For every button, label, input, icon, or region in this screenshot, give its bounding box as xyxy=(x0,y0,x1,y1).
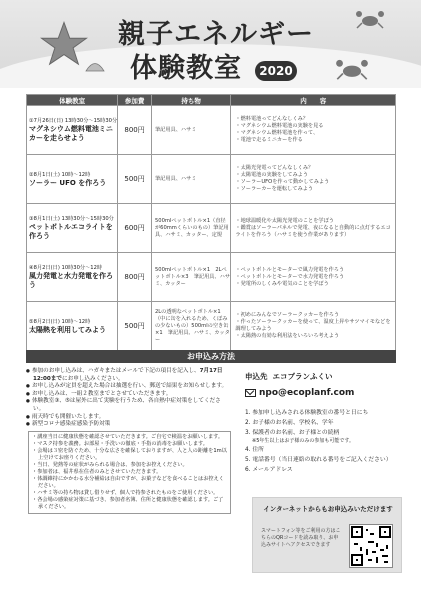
event-description xyxy=(231,106,396,155)
description-item: ・ 作ったソーラークッカーを使って、温度上昇やサツマイモなどを調理してみよう xyxy=(235,319,395,333)
event-name: ペットボトルエコライトを作ろう xyxy=(29,223,113,240)
table-row xyxy=(27,253,396,302)
table-row xyxy=(27,302,396,351)
col-header: 持ち物 xyxy=(151,95,230,106)
table-row xyxy=(27,204,396,253)
covid-item: ・ マスク持参を義務。お部屋・手洗いの徹底・手指の消毒をお願いします。 xyxy=(32,441,227,448)
event-name: ソーラー UFO を作ろう xyxy=(29,178,107,187)
internet-apply-text: スマートフォン等をご利用の方はこちらのQRコードを読み取り、お申込みサイトへアクセスできます xyxy=(261,528,341,548)
col-header: 参加費 xyxy=(118,95,152,106)
shell-icon xyxy=(85,58,105,72)
mail-icon xyxy=(245,389,256,397)
rule-item: ● お申し込みは、一組２教室までとさせていただきます。 xyxy=(26,391,231,399)
event-description xyxy=(231,204,396,253)
required-field: 1. 参加申し込みされる体験教室の番号と日にち xyxy=(245,410,369,416)
event-name: 風力発電と水力発電を作ろう xyxy=(29,272,113,289)
table-header-row xyxy=(27,95,396,106)
event-fee: 500円 xyxy=(118,302,152,351)
event-items: 500mlペットボトル×1（直径が60mmくらいのもの）筆記用具、ハサミ、カッター、定規 xyxy=(151,204,230,253)
event-date: ①7月26日(日) 13時30分～15時30分 xyxy=(29,118,118,124)
application-contact xyxy=(245,371,397,475)
event-cell xyxy=(27,253,118,302)
application-rules xyxy=(26,368,231,514)
event-items: 2Lの透明なペットボトル×1（中に缶を入れるため、くぼみの少ないもの）500mlの空き缶×1 筆記用具、ハサミ、カッター xyxy=(151,302,230,351)
required-fields-list xyxy=(245,408,397,475)
description-item: ・ 地球温暖化や太陽光発電のことを学ぼう xyxy=(235,218,395,225)
required-field: 5. 電話番号（当日連絡の取れる番号をご記入ください） xyxy=(245,457,392,463)
description-item: ・ 初めにみんなでソーラークッカーを作ろう xyxy=(235,312,395,319)
rule-item: ● お申し込みが定員を超えた場合は抽選を行い、郵送で結果をお知らせします。 xyxy=(26,383,231,391)
schedule-table xyxy=(26,94,396,360)
event-fee: 800円 xyxy=(118,106,152,155)
rule-item: ● 体験教室③、⑤は屋外に出て実験を行うため、各自熱中症対策をしてください。 xyxy=(26,398,231,413)
covid-item: ・ 当日、発熱等の症状がみられる場合は、参加をお控えください。 xyxy=(32,462,227,469)
contact-label: 申込先 xyxy=(245,372,268,381)
event-description xyxy=(231,253,396,302)
rule-item: ● 雨天時でも開催いたします。 xyxy=(26,414,231,422)
covid-measures xyxy=(28,431,231,514)
event-cell xyxy=(27,302,118,351)
event-items: 筆記用具、ハサミ xyxy=(151,106,230,155)
year-badge: 2020 xyxy=(255,61,297,81)
event-fee: 800円 xyxy=(118,253,152,302)
description-item: ・ ソーラーカーを運転してみよう xyxy=(235,186,395,193)
event-cell xyxy=(27,155,118,204)
event-items: 筆記用具、ハサミ xyxy=(151,155,230,204)
event-fee: 500円 xyxy=(118,155,152,204)
event-date: ④8月2日(日) 10時30分～12時 xyxy=(29,265,103,271)
description-item: ・ 電池で走るミニカーを作る xyxy=(235,137,395,144)
description-item: ・ 鑑賞はソーラーパネルで発電、夜になると自動的に点灯するエコライトを作ろう（ハサミを使う作業があります） xyxy=(235,225,395,239)
description-item: ・ マグネシウム燃料電池の実験を見る xyxy=(235,123,395,130)
event-date: ⑤8月2日(日) 10時～12時 xyxy=(29,318,91,325)
section-title: お申込み方法 xyxy=(26,350,396,363)
page-subtitle: 体験教室 xyxy=(130,53,242,84)
event-fee: 600円 xyxy=(118,204,152,253)
event-name: 太陽熱を利用してみよう xyxy=(29,325,106,334)
covid-item: ・ 参加者は、福井県在住者のみとさせていただきます。 xyxy=(32,469,227,476)
hero-header xyxy=(0,0,421,88)
description-item: ・ マグネシウム燃料電池を作って、 xyxy=(235,130,395,137)
event-description xyxy=(231,302,396,351)
event-date: ③8月1日(土) 13時30分～15時30分 xyxy=(29,216,114,222)
covid-item: ・ 各会場の感染症対策に基づき、参加者名簿、住所と健康状態を確認します。ご了承ください。 xyxy=(32,497,227,511)
starfish-icon xyxy=(40,20,88,68)
required-field-note: ※5年生以上はお子様のみの参加も可能です。 xyxy=(252,438,354,444)
qr-code[interactable] xyxy=(349,524,393,568)
description-item: ・ 太陽電池の実験をしてみよう xyxy=(235,172,395,179)
covid-item: ・ 体調維持にかかわる水分補給は自由ですが、お菓子などを食べることはお控えください。 xyxy=(32,476,227,490)
page-title: 親子エネルギー xyxy=(118,19,314,50)
event-items: 500mlペットボトル×1 2Lペットボトル×3 筆記用具、ハサミ、カッター xyxy=(151,253,230,302)
description-item: ・ 発電所のしくみや電気のことを学ぼう xyxy=(235,281,395,288)
covid-item: ・ 講座当日に健康状態を確認させていただきます。ご自宅で検温をお願いします。 xyxy=(32,434,227,441)
description-item: ・ 太陽光発電ってどんなしくみ？ xyxy=(235,165,395,172)
internet-apply-box xyxy=(252,497,402,573)
event-description xyxy=(231,155,396,204)
description-item: ・ 燃料電池ってどんなしくみ？ xyxy=(235,116,395,123)
col-header: 内 容 xyxy=(231,95,396,106)
required-field: 4. 住所 xyxy=(245,447,264,453)
rule-item: ● 参加のお申し込みは、ハガキまたはメールで下記の項目を記入し、7月17日12:00までにお申し込みください。 xyxy=(26,368,231,383)
event-name: マグネシウム燃料電池ミニカーを走らせよう xyxy=(29,125,113,142)
contact-email[interactable]: npo@ecoplanf.com xyxy=(259,388,355,398)
table-row xyxy=(27,155,396,204)
description-item: ・ ペットボトルとモーターで風力発電を作ろう xyxy=(235,267,395,274)
crab-icon xyxy=(355,8,385,30)
rule-item: ● 新型コロナ感染症感染予防対策 xyxy=(26,421,231,429)
required-field: 6. メールアドレス xyxy=(245,467,293,473)
required-field: 2. お子様のお名前、学校名、学年 xyxy=(245,420,334,426)
description-item: ・ ペットボトルとモーターで水力発電を作ろう xyxy=(235,274,395,281)
covid-item: ・ 会場は３密を防ぐため、十分な広さを確保しておりますが、人と人の距離を1m以上空けてお座りください。 xyxy=(32,448,227,462)
crab-icon xyxy=(335,56,369,82)
col-header: 体験教室 xyxy=(27,95,118,106)
event-date: ②8月1日(土) 10時～12時 xyxy=(29,171,91,178)
required-field: 3. 保護者のお名前、お子様との続柄 xyxy=(245,430,340,436)
event-cell xyxy=(27,106,118,155)
description-item: ・ 太陽熱の有効な利用法をいろいろ考えよう xyxy=(235,333,395,340)
table-row xyxy=(27,106,396,155)
event-cell xyxy=(27,204,118,253)
internet-apply-title: インターネットからもお申込みいただけます xyxy=(263,505,393,513)
contact-name: エコプランふくい xyxy=(272,372,333,381)
description-item: ・ ソーラーUFOを作って動かしてみよう xyxy=(235,179,395,186)
covid-item: ・ ハサミ等の持ち物は貸し借りせず、個人で持参されたものをご使用ください。 xyxy=(32,490,227,497)
